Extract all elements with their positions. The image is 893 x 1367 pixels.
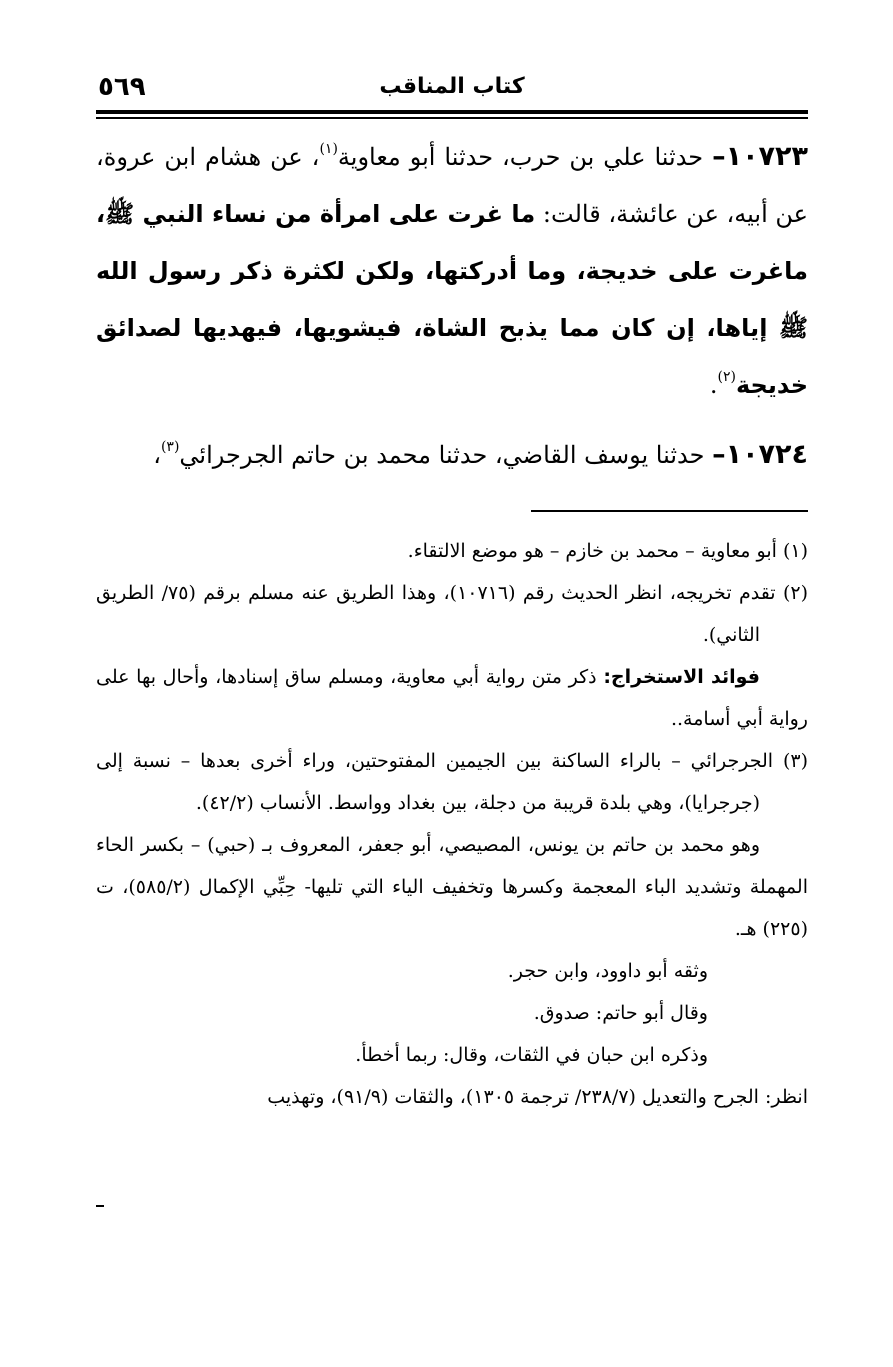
footnote-marker: (٢) xyxy=(717,369,736,385)
hadith-number: ١٠٧٢٣– xyxy=(712,141,808,172)
tawthiq-line: وذكره ابن حبان في الثقات، وقال: ربما أخطأ. xyxy=(355,1044,708,1066)
footnote-2: (٢) تقدم تخريجه، انظر الحديث رقم (١٠٧١٦)، وهذا الطريق عنه مسلم برقم (٧٥/ الطريق الثاني). xyxy=(96,582,808,646)
footnotes xyxy=(96,530,808,1118)
hadith-10723 xyxy=(96,128,808,414)
fawaid-label: فوائد الاستخراج: xyxy=(603,666,760,688)
references-line: انظر: الجرح والتعديل (٢٣٨/٧/ ترجمة ١٣٠٥)، والثقات (٩١/٩)، وتهذيب xyxy=(267,1086,808,1108)
tawthiq-line: وقال أبو حاتم: صدوق. xyxy=(533,1002,708,1024)
hadith-isnad: حدثنا يوسف القاضي، حدثنا محمد بن حاتم الجرجرائي xyxy=(179,441,713,469)
header-rule-thick xyxy=(96,110,808,114)
footnote-1: (١) أبو معاوية – محمد بن خازم – هو موضع الالتقاء. xyxy=(407,540,808,562)
header-rule-thin xyxy=(96,117,808,119)
fawaid-note xyxy=(96,656,808,740)
hadith-number: ١٠٧٢٤– xyxy=(712,439,808,470)
footnote-marker: (١) xyxy=(319,141,338,157)
hadith-isnad: حدثنا علي بن حرب، حدثنا أبو معاوية xyxy=(337,143,713,171)
page-number: ٥٦٩ xyxy=(98,72,146,102)
page-header xyxy=(96,72,808,112)
hadith-10724 xyxy=(96,426,808,484)
footnote-marker: (٣) xyxy=(160,439,180,455)
footnote-3: (٣) الجرجرائي – بالراء الساكنة بين الجيمين المفتوحتين، وراء أخرى بعدها – نسبة إلى (جرجرايا)، وهي بلدة قريبة من دجلة، بين بغداد وواسط. الأنساب (٤٢/٢). xyxy=(96,750,808,814)
hadith-end: . xyxy=(709,371,718,399)
fawaid-text: ذكر متن رواية أبي معاوية، ومسلم ساق إسنادها، وأحال بها على رواية أبي أسامة.. xyxy=(96,666,808,730)
footnote-3-biography: وهو محمد بن حاتم بن يونس، المصيصي، أبو جعفر، المعروف بـ (حبي) – بكسر الحاء المهملة وتشديد الباء المعجمة وكسرها وتخفيف الياء التي تليها- حِبِّي الإكمال (٥٨٥/٢)، ت (٢٢٥) هـ. xyxy=(96,834,808,940)
chapter-title: كتاب المناقب xyxy=(379,74,525,99)
main-text xyxy=(96,128,808,484)
hadith-end: ، xyxy=(153,441,161,469)
tawthiq-line: وثقه أبو داوود، وابن حجر. xyxy=(507,960,708,982)
footnote-separator xyxy=(531,510,808,512)
hadith-matn: ما غرت على امرأة من نساء النبي ﷺ، ماغرت على خديجة، وما أدركتها، ولكن لكثرة ذكر رسول الله ﷺ إياها، إن كان مما يذبح الشاة، فيشويها، فيهديها لصدائق خديجة xyxy=(96,200,808,399)
trailing-dash xyxy=(96,1205,104,1207)
hadith-isnad-continued: ، عن هشام ابن عروة، عن أبيه، عن عائشة، قالت: xyxy=(96,143,809,228)
